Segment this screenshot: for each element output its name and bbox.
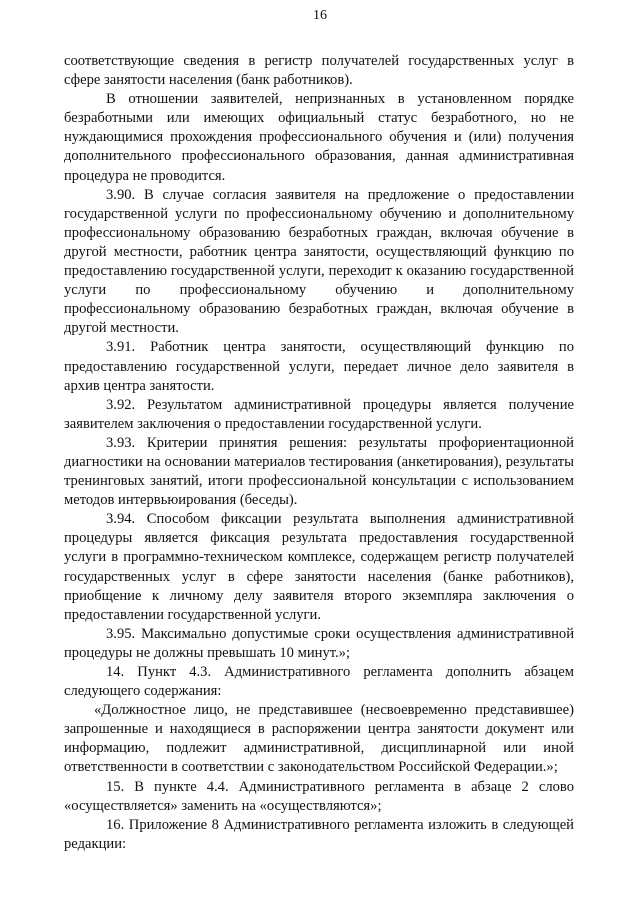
paragraph-unemployed-exception: В отношении заявителей, непризнанных в установленном порядке безработными или имеющих официальный статус безработного, но не нуждающимися прохождения профессионального обучения и (или) получения дополнительного профессионального образования, данная административная процедура не проводится. [64, 91, 574, 184]
paragraph-3-93: 3.93. Критерии принятия решения: результаты профориентационной диагностики на основании материалов тестирования (анкетирования), результаты тренинговых занятий, итоги профессиональной консультации с использованием методов интервьюирования (беседы). [64, 434, 574, 509]
paragraph-item-15: 15. В пункте 4.4. Административного регламента в абзаце 2 слово «осуществляется» заменить на «осуществляются»; [64, 778, 574, 814]
paragraph-3-91: 3.91. Работник центра занятости, осуществляющий функцию по предоставлению государственной услуги, передает личное дело заявителя в архив центра занятости. [64, 339, 574, 394]
paragraph-3-92: 3.92. Результатом административной процедуры является получение заявителем заключения о предоставлении государственной услуги. [64, 396, 574, 432]
paragraph-continuation: соответствующие сведения в регистр получателей государственных услуг в сфере занятости населения (банк работников). [64, 53, 574, 89]
paragraph-3-94: 3.94. Способом фиксации результата выполнения административной процедуры является фиксация результата предоставления государственной услуги в программно-техническом комплексе, содержащем регистр получателей государственных услуг в сфере занятости населения (банке работников), приобщение к личному делу заявителя второго экземпляра заключения о предоставлении государственной услуги. [64, 511, 574, 623]
paragraph-item-16: 16. Приложение 8 Административного регламента изложить в следующей редакции: [64, 816, 574, 852]
paragraph-3-90: 3.90. В случае согласия заявителя на предложение о предоставлении государственной услуги по профессиональному обучению и дополнительному профессиональному образованию безработных граждан, включая обучение в другой местности, работник центра занятости, осуществляющий функцию по предоставлению государственной услуги, переходит к оказанию государственной услуги по профессиональному обучению и дополнительному профессиональному образованию безработных граждан, включая обучение в другой местности. [64, 186, 574, 337]
page-number: 16 [313, 8, 327, 23]
paragraph-quoted-amendment: «Должностное лицо, не представившее (несвоевременно представившее) запрошенные и находящиеся в распоряжении центра занятости документ или информацию, подлежит административной, дисциплинарной или иной ответственности в соответствии с законодательством Российской Федерации.»; [64, 702, 574, 776]
paragraph-3-95: 3.95. Максимально допустимые сроки осуществления административной процедуры не должны превышать 10 минут.»; [64, 625, 574, 661]
paragraph-item-14: 14. Пункт 4.3. Административного регламента дополнить абзацем следующего содержания: [64, 664, 574, 700]
document-body [64, 52, 574, 854]
